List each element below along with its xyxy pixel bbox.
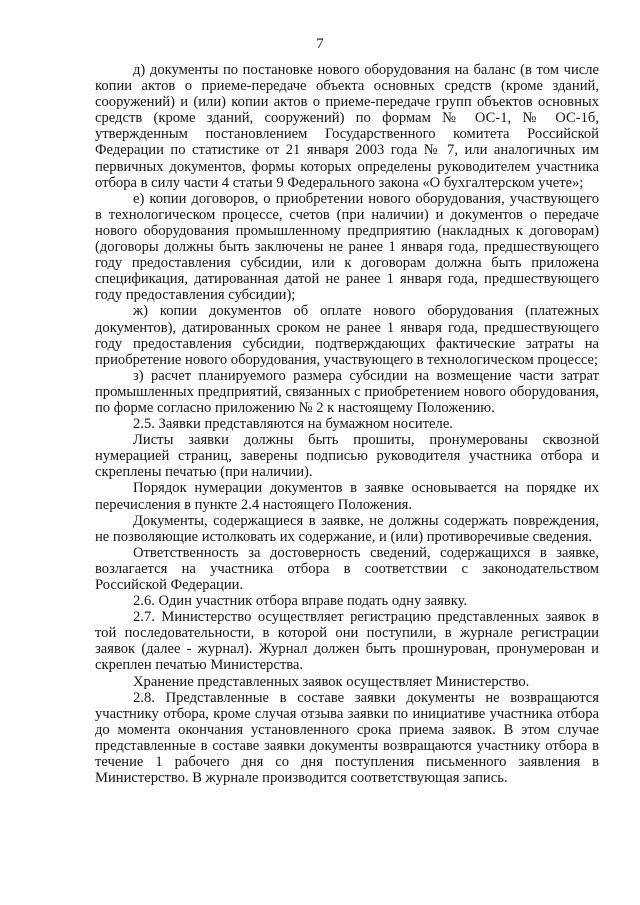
paragraph-item-z: з) расчет планируемого размера субсидии на возмещение части затрат промышленных предприятий, связанных с приобретением нового оборудования, по форме согласно приложению № 2 к настоящему Положению. bbox=[95, 367, 599, 416]
paragraph-storage: Хранение представленных заявок осуществляет Министерство. bbox=[133, 673, 530, 690]
paragraph-clause-2-5: 2.5. Заявки представляются на бумажном носителе. bbox=[133, 416, 453, 433]
paragraph-item-d: д) документы по постановке нового оборудования на баланс (в том числе копии актов о приеме-передаче объекта основных средств (кроме зданий, сооружений) и (или) копии актов о приеме-передаче групп объектов основных средств (кроме зданий, сооружений) по формам № ОС-1, № ОС-1б, утвержденным постановлением Государственного комитета Российской Федерации по статистике от 21 января 2003 года № 7, или аналогичных им первичных документов, формы которых определены руководителем участника отбора в силу части 4 статьи 9 Федерального закона «О бухгалтерском учете»; bbox=[95, 62, 599, 191]
paragraph-item-zh: ж) копии документов об оплате нового оборудования (платежных документов), датированных сроком не ранее 1 января года, предшествующего году предоставления субсидии, подтверждающих фактические затраты на приобретение нового оборудования, участвующего в технологическом процессе; bbox=[95, 303, 599, 368]
paragraph-clause-2-6: 2.6. Один участник отбора вправе подать одну заявку. bbox=[133, 593, 468, 610]
page-number: 7 bbox=[316, 36, 324, 52]
paragraph-clause-2-7: 2.7. Министерство осуществляет регистрацию представленных заявок в той последовательности, в которой они поступили, в журнале регистрации заявок (далее - журнал). Журнал должен быть прошнурован, пронумерован и скреплен печатью Министерства. bbox=[95, 609, 599, 674]
paragraph-item-e: е) копии договоров, о приобретении нового оборудования, участвующего в технологическом процессе, счетов (при наличии) и документов о передаче нового оборудования промышленному предприятию (накладных к договорам) (договоры должны быть заключены не ранее 1 января года, предшествующего году предоставления субсидии, или к договорам должна быть приложена спецификация, датированная датой не ранее 1 января года, предшествующего году предоставления субсидии); bbox=[95, 190, 599, 304]
paragraph-responsibility: Ответственность за достоверность сведений, содержащихся в заявке, возлагается на участника отбора в соответствии с законодательством Российской Федерации. bbox=[95, 544, 599, 593]
paragraph-binding-requirements: Листы заявки должны быть прошиты, пронумерованы сквозной нумерацией страниц, заверены подписью руководителя участника отбора и скреплены печатью (при наличии). bbox=[95, 432, 599, 481]
paragraph-document-integrity: Документы, содержащиеся в заявке, не должны содержать повреждения, не позволяющие истолковать их содержание, и (или) противоречивые сведения. bbox=[95, 512, 599, 545]
paragraph-numbering-order: Порядок нумерации документов в заявке основывается на порядке их перечисления в пункте 2.4 настоящего Положения. bbox=[95, 480, 599, 513]
document-body bbox=[95, 62, 599, 786]
paragraph-clause-2-8: 2.8. Представленные в составе заявки документы не возвращаются участнику отбора, кроме случая отзыва заявки по инициативе участника отбора до момента окончания установленного срока приема заявок. В этом случае представленные в составе заявки документы возвращаются участнику отбора в течение 1 рабочего дня со дня поступления письменного заявления в Министерство. В журнале производится соответствующая запись. bbox=[95, 689, 599, 787]
